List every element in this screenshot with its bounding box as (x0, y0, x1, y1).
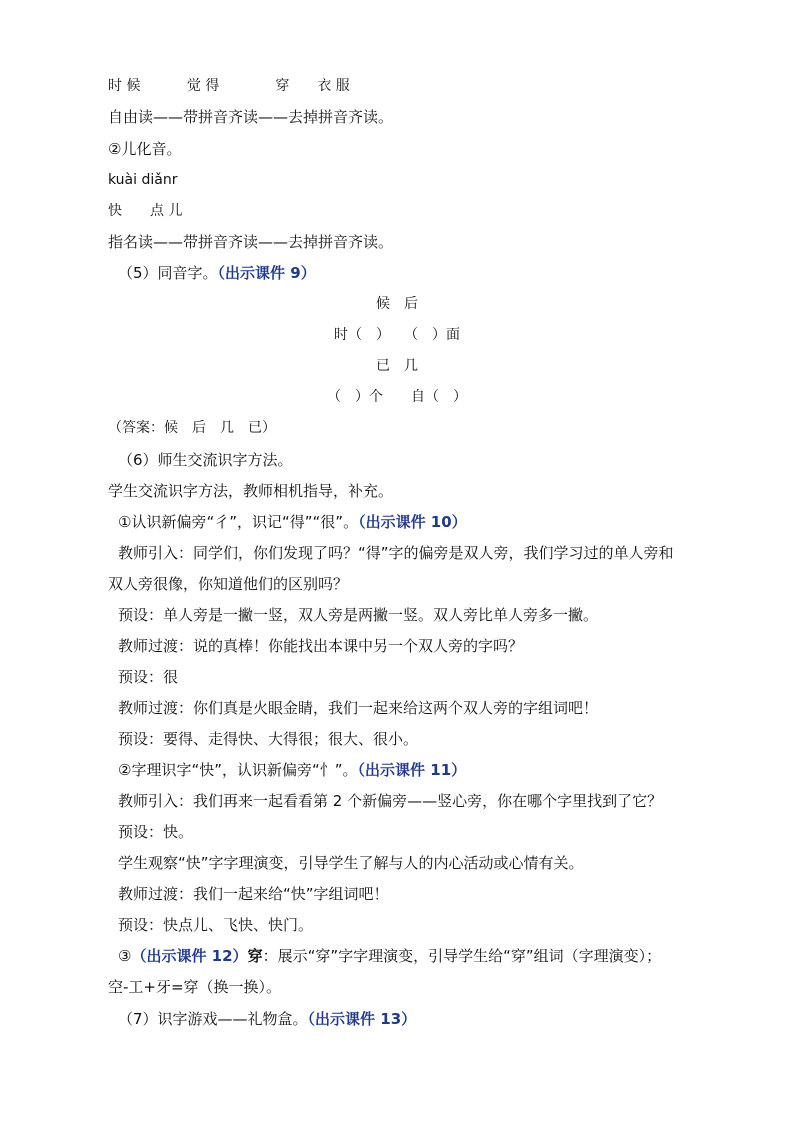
homophone-pair-1: 候 后 (376, 296, 418, 312)
courseware-ref-9: （出示课件 9） (217, 264, 316, 282)
teacher-transition-1: 教师过渡：说的真棒！你能找出本课中另一个双人旁的字吗？ (118, 637, 524, 655)
preset-4: 预设：快。 (118, 823, 194, 841)
teacher-intro-1: 教师引入：同学们，你们发现了吗？“得”字的偏旁是双人旁，我们学习过的单人旁和 (118, 544, 674, 562)
pinyin-line: kuài diǎnr (108, 172, 178, 188)
radical-chi-label: ①认识新偏旁“彳”，识记“得”“很”。 (118, 513, 359, 531)
preset-3: 预设：要得、走得快、大得很；很大、很小。 (118, 730, 419, 748)
chuan-description: ：展示“穿”字字理演变，引导学生给“穿”组词（字理演变）； (262, 947, 662, 965)
homophone-heading (118, 263, 316, 283)
student-observe-line: 学生观察“快”字字理演变，引导学生了解与人的内心活动或心情有关。 (118, 854, 584, 872)
method-heading: （6）师生交流识字方法。 (118, 451, 293, 469)
teacher-transition-3: 教师过渡：我们一起来给“快”字组词吧！ (118, 885, 389, 903)
homophone-label: （5）同音字。 (118, 264, 218, 282)
chuan-number: ③ (118, 947, 132, 965)
answer-line: （答案：候 后 几 已） (108, 420, 276, 436)
named-reading-line: 指名读——带拼音齐读——去掉拼音齐读。 (108, 233, 394, 251)
radical-xin-heading (118, 760, 466, 780)
chuan-line (118, 946, 661, 966)
homophone-pair-2: 已 几 (376, 358, 418, 374)
radical-xin-label: ②字理识字“快”，认识新偏旁“忄”。 (118, 761, 358, 779)
teacher-intro-1-cont: 双人旁很像，你知道他们的区别吗？ (108, 575, 349, 593)
courseware-ref-12: （出示课件 12） (131, 947, 248, 965)
chuan-char: 穿 (247, 947, 263, 965)
teacher-transition-2: 教师过渡：你们真是火眼金睛，我们一起来给这两个双人旁的字组词吧！ (118, 699, 599, 717)
game-heading (118, 1009, 416, 1029)
vocab-words-line: 时 候 觉 得 穿 衣 服 (108, 78, 350, 94)
reading-steps-line: 自由读——带拼音齐读——去掉拼音齐读。 (108, 108, 394, 126)
preset-1: 预设：单人旁是一撇一竖，双人旁是两撇一竖。双人旁比单人旁多一撇。 (118, 606, 599, 624)
erhua-heading: ②儿化音。 (108, 140, 182, 158)
game-label: （7）识字游戏——礼物盒。 (118, 1010, 308, 1028)
homophone-blanks-2: （ ）个 自（ ） (327, 389, 467, 405)
radical-chi-heading (118, 512, 467, 532)
chuan-formula: 空-工+牙=穿（换一换）。 (108, 978, 282, 996)
student-exchange-line: 学生交流识字方法，教师相机指导，补充。 (108, 482, 394, 500)
teacher-intro-2: 教师引入：我们再来一起看看第 2 个新偏旁——竖心旁，你在哪个字里找到了它？ (118, 792, 663, 810)
preset-5: 预设：快点儿、飞快、快门。 (118, 916, 314, 934)
courseware-ref-11: （出示课件 11） (357, 761, 467, 779)
kuaidianr-characters: 快 点 儿 (108, 203, 183, 219)
courseware-ref-10: （出示课件 10） (358, 513, 467, 531)
homophone-blanks-1: 时（ ） （ ）面 (334, 327, 460, 343)
preset-2: 预设：很 (118, 668, 179, 686)
courseware-ref-13: （出示课件 13） (307, 1010, 417, 1028)
